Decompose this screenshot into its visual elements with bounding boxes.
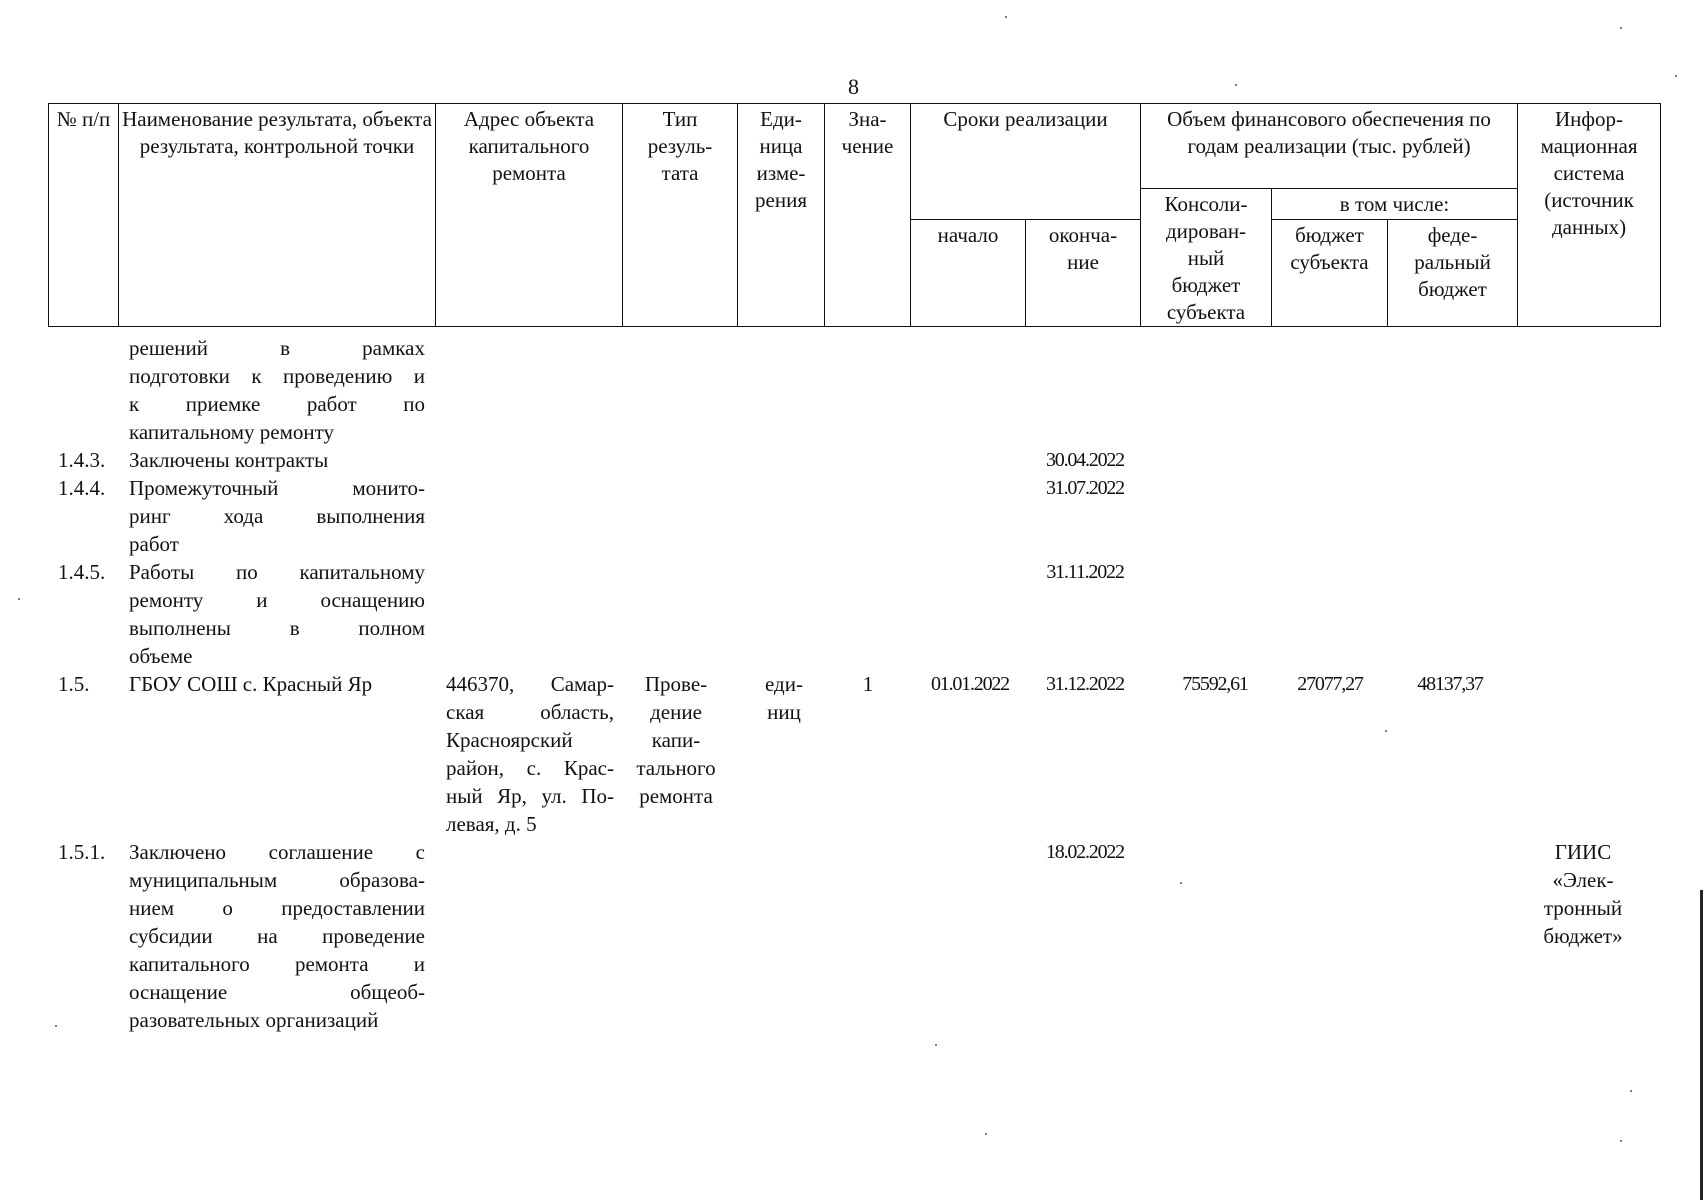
header-num: № п/п <box>49 104 119 327</box>
header-address: Адрес объекта капитального ремонта <box>436 104 623 327</box>
header-info-system: Инфор- мационная система (источник данных) <box>1518 104 1661 327</box>
header-terms: Сроки реализации <box>911 104 1141 220</box>
header-federal-budget: феде- ральный бюджет <box>1388 220 1518 327</box>
row-1-5-end: 31.12.2022 <box>1045 673 1124 695</box>
row-1-5-name: ГБОУ СОШ с. Красный Яр <box>129 672 373 696</box>
row-1-4-4-name: Промежуточный монито- ринг хода выполнения работ <box>129 476 425 556</box>
row-1-5-subject-budget: 27077,27 <box>1297 673 1363 695</box>
row-1-5-address: 446370, Самар- ская область, Красноярский район, с. Крас- ный Яр, ул. По- левая, д. 5 <box>446 672 614 836</box>
scan-speck <box>1180 882 1182 884</box>
scan-speck <box>1235 84 1237 86</box>
scan-speck <box>55 1025 57 1027</box>
row-1-5-1-num: 1.5.1. <box>58 840 106 864</box>
scan-edge-shadow <box>1700 890 1703 1200</box>
header-consolidated: Консоли- дирован- ный бюджет субъекта <box>1141 189 1272 327</box>
row-1-4-5-num: 1.4.5. <box>58 560 106 584</box>
scan-speck <box>1620 1140 1622 1142</box>
row-1-4-4-end: 31.07.2022 <box>1045 477 1124 499</box>
header-unit: Еди- ница изме- рения <box>738 104 825 327</box>
page-number: 8 <box>848 74 859 99</box>
row-1-4-3-end: 30.04.2022 <box>1045 449 1124 471</box>
row-1-5-federal-budget: 48137,37 <box>1417 673 1483 695</box>
row-1-5-type: Прове- дение капи- тального ремонта <box>636 672 716 808</box>
header-type: Тип резуль- тата <box>623 104 738 327</box>
row-1-4-4-num: 1.4.4. <box>58 476 106 500</box>
row-1-5-unit: еди- ниц <box>765 672 803 724</box>
header-including: в том числе: <box>1272 189 1518 220</box>
row-1-5-value: 1 <box>862 672 874 696</box>
scan-speck <box>935 1044 937 1046</box>
scan-speck <box>985 1133 987 1135</box>
row-1-5-start: 01.01.2022 <box>930 673 1009 695</box>
row-1-4-3-num: 1.4.3. <box>58 448 106 472</box>
row-1-5-1-end: 18.02.2022 <box>1045 841 1124 863</box>
header-end: оконча- ние <box>1026 220 1141 327</box>
scan-speck <box>1385 730 1387 732</box>
row-1-5-1-name: Заключено соглашение с муниципальным образова- нием о предоставлении субсидии на проведение капитального ремонта и оснащение общеоб- разовательных организаций <box>129 840 425 1032</box>
scan-speck <box>1630 1090 1632 1092</box>
row-1-5-consolidated: 75592,61 <box>1182 673 1248 695</box>
row-1-5-num: 1.5. <box>58 672 90 696</box>
header-start: начало <box>911 220 1026 327</box>
header-table <box>48 103 1661 327</box>
scan-speck <box>1675 75 1677 77</box>
row-1-5-1-info-system: ГИИС «Элек- тронный бюджет» <box>1543 840 1623 948</box>
scan-speck <box>18 598 20 600</box>
row-continuation-name: решений в рамках подготовки к проведению и к приемке работ по капитальному ремонту <box>129 336 425 444</box>
header-finance: Объем финансового обеспечения по годам реализации (тыс. рублей) <box>1141 104 1518 189</box>
header-value: Зна- чение <box>825 104 911 327</box>
row-1-4-3-name: Заключены контракты <box>129 448 329 472</box>
scan-speck <box>1620 27 1622 29</box>
header-name: Наименование результата, объекта результата, контрольной точки <box>119 104 436 327</box>
scan-speck <box>1005 16 1007 18</box>
row-1-4-5-end: 31.11.2022 <box>1046 561 1124 583</box>
header-subject-budget: бюджет субъекта <box>1272 220 1388 327</box>
row-1-4-5-name: Работы по капитальному ремонту и оснащению выполнены в полном объеме <box>129 560 425 668</box>
